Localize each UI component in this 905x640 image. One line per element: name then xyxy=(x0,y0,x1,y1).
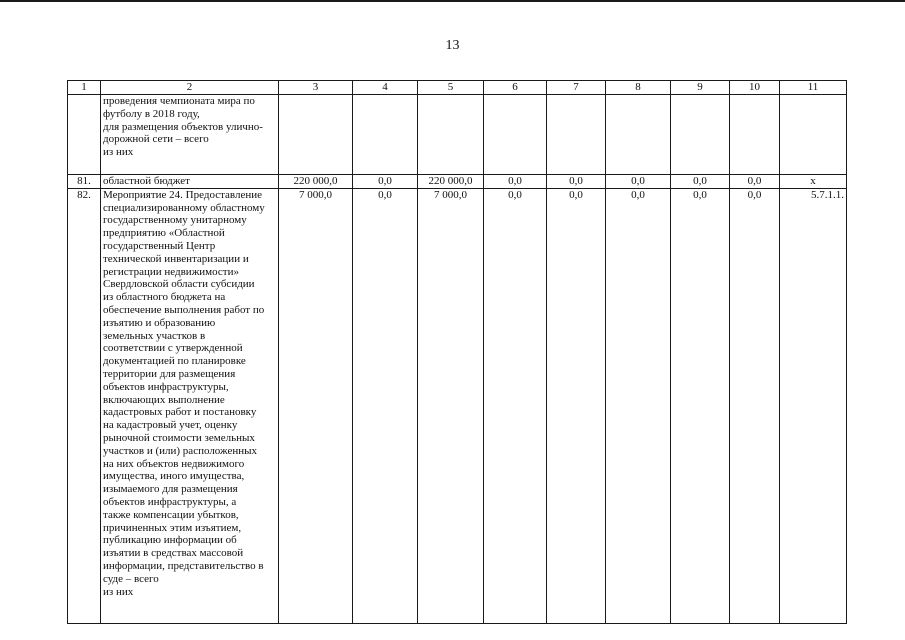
value-cell xyxy=(353,95,418,175)
row-description: проведения чемпионата мира по футболу в 2018 году, для размещения объектов улично- дорожной сети – всего из них xyxy=(101,95,279,175)
header-cell: 9 xyxy=(671,81,730,95)
row-number: 81. xyxy=(68,175,101,189)
row-number: 82. xyxy=(68,188,101,623)
value-cell: 0,0 xyxy=(484,188,547,623)
column-number-header xyxy=(68,81,847,95)
value-cell xyxy=(418,95,484,175)
row-description: Мероприятие 24. Предоставление специализированному областному государственному унитарному предприятию «Областной государственный Центр технической инвентаризации и регистрации недвижимости» Свердловской области субсидии из областного бюджета на обеспечение выполнения работ по изъятию и образованию земельных участков в соответствии с утвержденной документацией по планировке территории для размещения объектов инфраструктуры, включающих выполнение кадастровых работ и постановку на кадастровый учет, оценку рыночной стоимости земельных участков и (или) расположенных на них объектов недвижимого имущества, иного имущества, изымаемого для размещения объектов инфраструктуры, а также компенсации убытков, причиненных этим изъятием, публикацию информации об изъятии в средствах массовой информации, представительство в суде – всего из них xyxy=(101,188,279,623)
value-cell: 7 000,0 xyxy=(418,188,484,623)
page-top-rule xyxy=(0,0,905,2)
value-cell: 0,0 xyxy=(547,175,606,189)
value-cell xyxy=(279,95,353,175)
header-cell: 1 xyxy=(68,81,101,95)
program-code xyxy=(780,95,847,175)
value-cell: 220 000,0 xyxy=(418,175,484,189)
value-cell: 0,0 xyxy=(671,188,730,623)
value-cell xyxy=(730,95,780,175)
header-cell: 6 xyxy=(484,81,547,95)
table-row xyxy=(68,95,847,175)
budget-table xyxy=(67,80,847,624)
value-cell: 0,0 xyxy=(671,175,730,189)
value-cell: 0,0 xyxy=(730,175,780,189)
table-row xyxy=(68,188,847,623)
row-description: областной бюджет xyxy=(101,175,279,189)
value-cell: 0,0 xyxy=(606,188,671,623)
table-row xyxy=(68,175,847,189)
header-cell: 10 xyxy=(730,81,780,95)
header-cell: 3 xyxy=(279,81,353,95)
header-cell: 8 xyxy=(606,81,671,95)
header-cell: 2 xyxy=(101,81,279,95)
row-number xyxy=(68,95,101,175)
value-cell xyxy=(484,95,547,175)
value-cell: 0,0 xyxy=(353,175,418,189)
header-cell: 11 xyxy=(780,81,847,95)
page-number: 13 xyxy=(445,38,460,53)
value-cell xyxy=(547,95,606,175)
program-code: х xyxy=(780,175,847,189)
value-cell xyxy=(606,95,671,175)
value-cell: 7 000,0 xyxy=(279,188,353,623)
value-cell: 0,0 xyxy=(484,175,547,189)
value-cell: 0,0 xyxy=(547,188,606,623)
value-cell: 0,0 xyxy=(606,175,671,189)
header-cell: 4 xyxy=(353,81,418,95)
value-cell: 220 000,0 xyxy=(279,175,353,189)
value-cell: 0,0 xyxy=(353,188,418,623)
header-cell: 7 xyxy=(547,81,606,95)
program-code: 5.7.1.1. xyxy=(780,188,847,623)
value-cell: 0,0 xyxy=(730,188,780,623)
header-cell: 5 xyxy=(418,81,484,95)
value-cell xyxy=(671,95,730,175)
